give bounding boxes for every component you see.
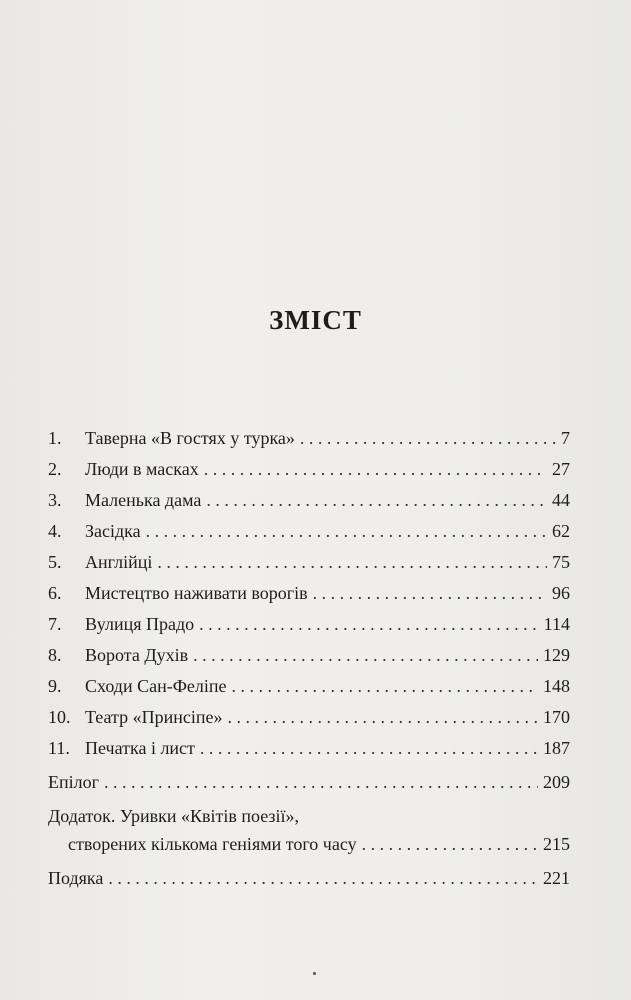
- dot-leader: [362, 834, 538, 855]
- page-number: 215: [543, 834, 570, 854]
- chapter-number: 1.: [48, 428, 62, 448]
- chapter-number: 11.: [48, 738, 70, 758]
- chapter-number: 7.: [48, 614, 62, 634]
- chapter-number: 3.: [48, 490, 62, 510]
- page-number: 187: [543, 738, 570, 758]
- dot-leader: [108, 868, 538, 889]
- toc-entry-appendix-line2[interactable]: [48, 834, 570, 865]
- page-number: 209: [543, 772, 570, 792]
- toc-entry[interactable]: [48, 583, 570, 614]
- chapter-number: 2.: [48, 459, 62, 479]
- page-number: 27: [552, 459, 570, 479]
- dot-leader: [206, 490, 547, 511]
- dot-leader: [232, 676, 538, 697]
- chapter-number: 6.: [48, 583, 62, 603]
- epilogue-title: Епілог: [48, 772, 99, 792]
- dot-leader: [199, 614, 539, 635]
- chapter-title: Вулиця Прадо: [85, 614, 195, 634]
- toc-entry-acknowledgments[interactable]: [48, 868, 570, 899]
- dot-leader: [313, 583, 547, 604]
- chapter-title: Печатка і лист: [85, 738, 195, 758]
- toc-entry-appendix-line1[interactable]: [48, 806, 570, 834]
- toc-entry[interactable]: [48, 521, 570, 552]
- dot-leader: [157, 552, 547, 573]
- chapter-title: Мистецтво наживати ворогів: [85, 583, 308, 603]
- chapter-number: 8.: [48, 645, 62, 665]
- chapter-title: Засідка: [85, 521, 141, 541]
- toc-entry[interactable]: [48, 552, 570, 583]
- appendix-title-line2: створених кількома геніями того часу: [68, 834, 357, 854]
- dot-leader: [204, 459, 547, 480]
- chapter-number: 5.: [48, 552, 62, 572]
- acknowledgments-title: Подяка: [48, 868, 104, 888]
- chapter-title: Театр «Принсіпе»: [85, 707, 223, 727]
- page-number: 114: [543, 614, 570, 634]
- toc-entry[interactable]: [48, 614, 570, 645]
- page-number: 148: [543, 676, 570, 696]
- page-number: 129: [543, 645, 570, 665]
- toc-entry[interactable]: [48, 645, 570, 676]
- page-number: 62: [552, 521, 570, 541]
- dot-leader: [300, 428, 556, 449]
- chapter-title: Англійці: [85, 552, 153, 572]
- chapter-title: Ворота Духів: [85, 645, 189, 665]
- page-number: 96: [552, 583, 570, 603]
- toc-entry-epilogue[interactable]: [48, 772, 570, 803]
- toc-entry[interactable]: [48, 676, 570, 707]
- dot-leader: [193, 645, 538, 666]
- toc-entry[interactable]: [48, 738, 570, 769]
- chapter-number: 10.: [48, 707, 71, 727]
- dot-leader: [228, 707, 538, 728]
- appendix-title-line1: Додаток. Уривки «Квітів поезії»,: [48, 806, 300, 826]
- chapter-title: Люди в масках: [85, 459, 199, 479]
- dot-leader: [104, 772, 538, 793]
- table-of-contents: [48, 428, 570, 899]
- page-number: 221: [543, 868, 570, 888]
- dot-leader: [200, 738, 538, 759]
- chapter-title: Маленька дама: [85, 490, 202, 510]
- paper-speck: [313, 972, 316, 975]
- page-number: 170: [543, 707, 570, 727]
- page-number: 44: [552, 490, 570, 510]
- chapter-number: 9.: [48, 676, 62, 696]
- toc-entry[interactable]: [48, 428, 570, 459]
- page-number: 75: [552, 552, 570, 572]
- toc-entry[interactable]: [48, 459, 570, 490]
- page-number: 7: [561, 428, 570, 448]
- dot-leader: [146, 521, 547, 542]
- chapter-number: 4.: [48, 521, 62, 541]
- chapter-title: Сходи Сан-Феліпе: [85, 676, 227, 696]
- page-title: ЗМІСТ: [269, 305, 362, 335]
- chapter-title: Таверна «В гостях у турка»: [85, 428, 295, 448]
- toc-entry[interactable]: [48, 490, 570, 521]
- toc-entry[interactable]: [48, 707, 570, 738]
